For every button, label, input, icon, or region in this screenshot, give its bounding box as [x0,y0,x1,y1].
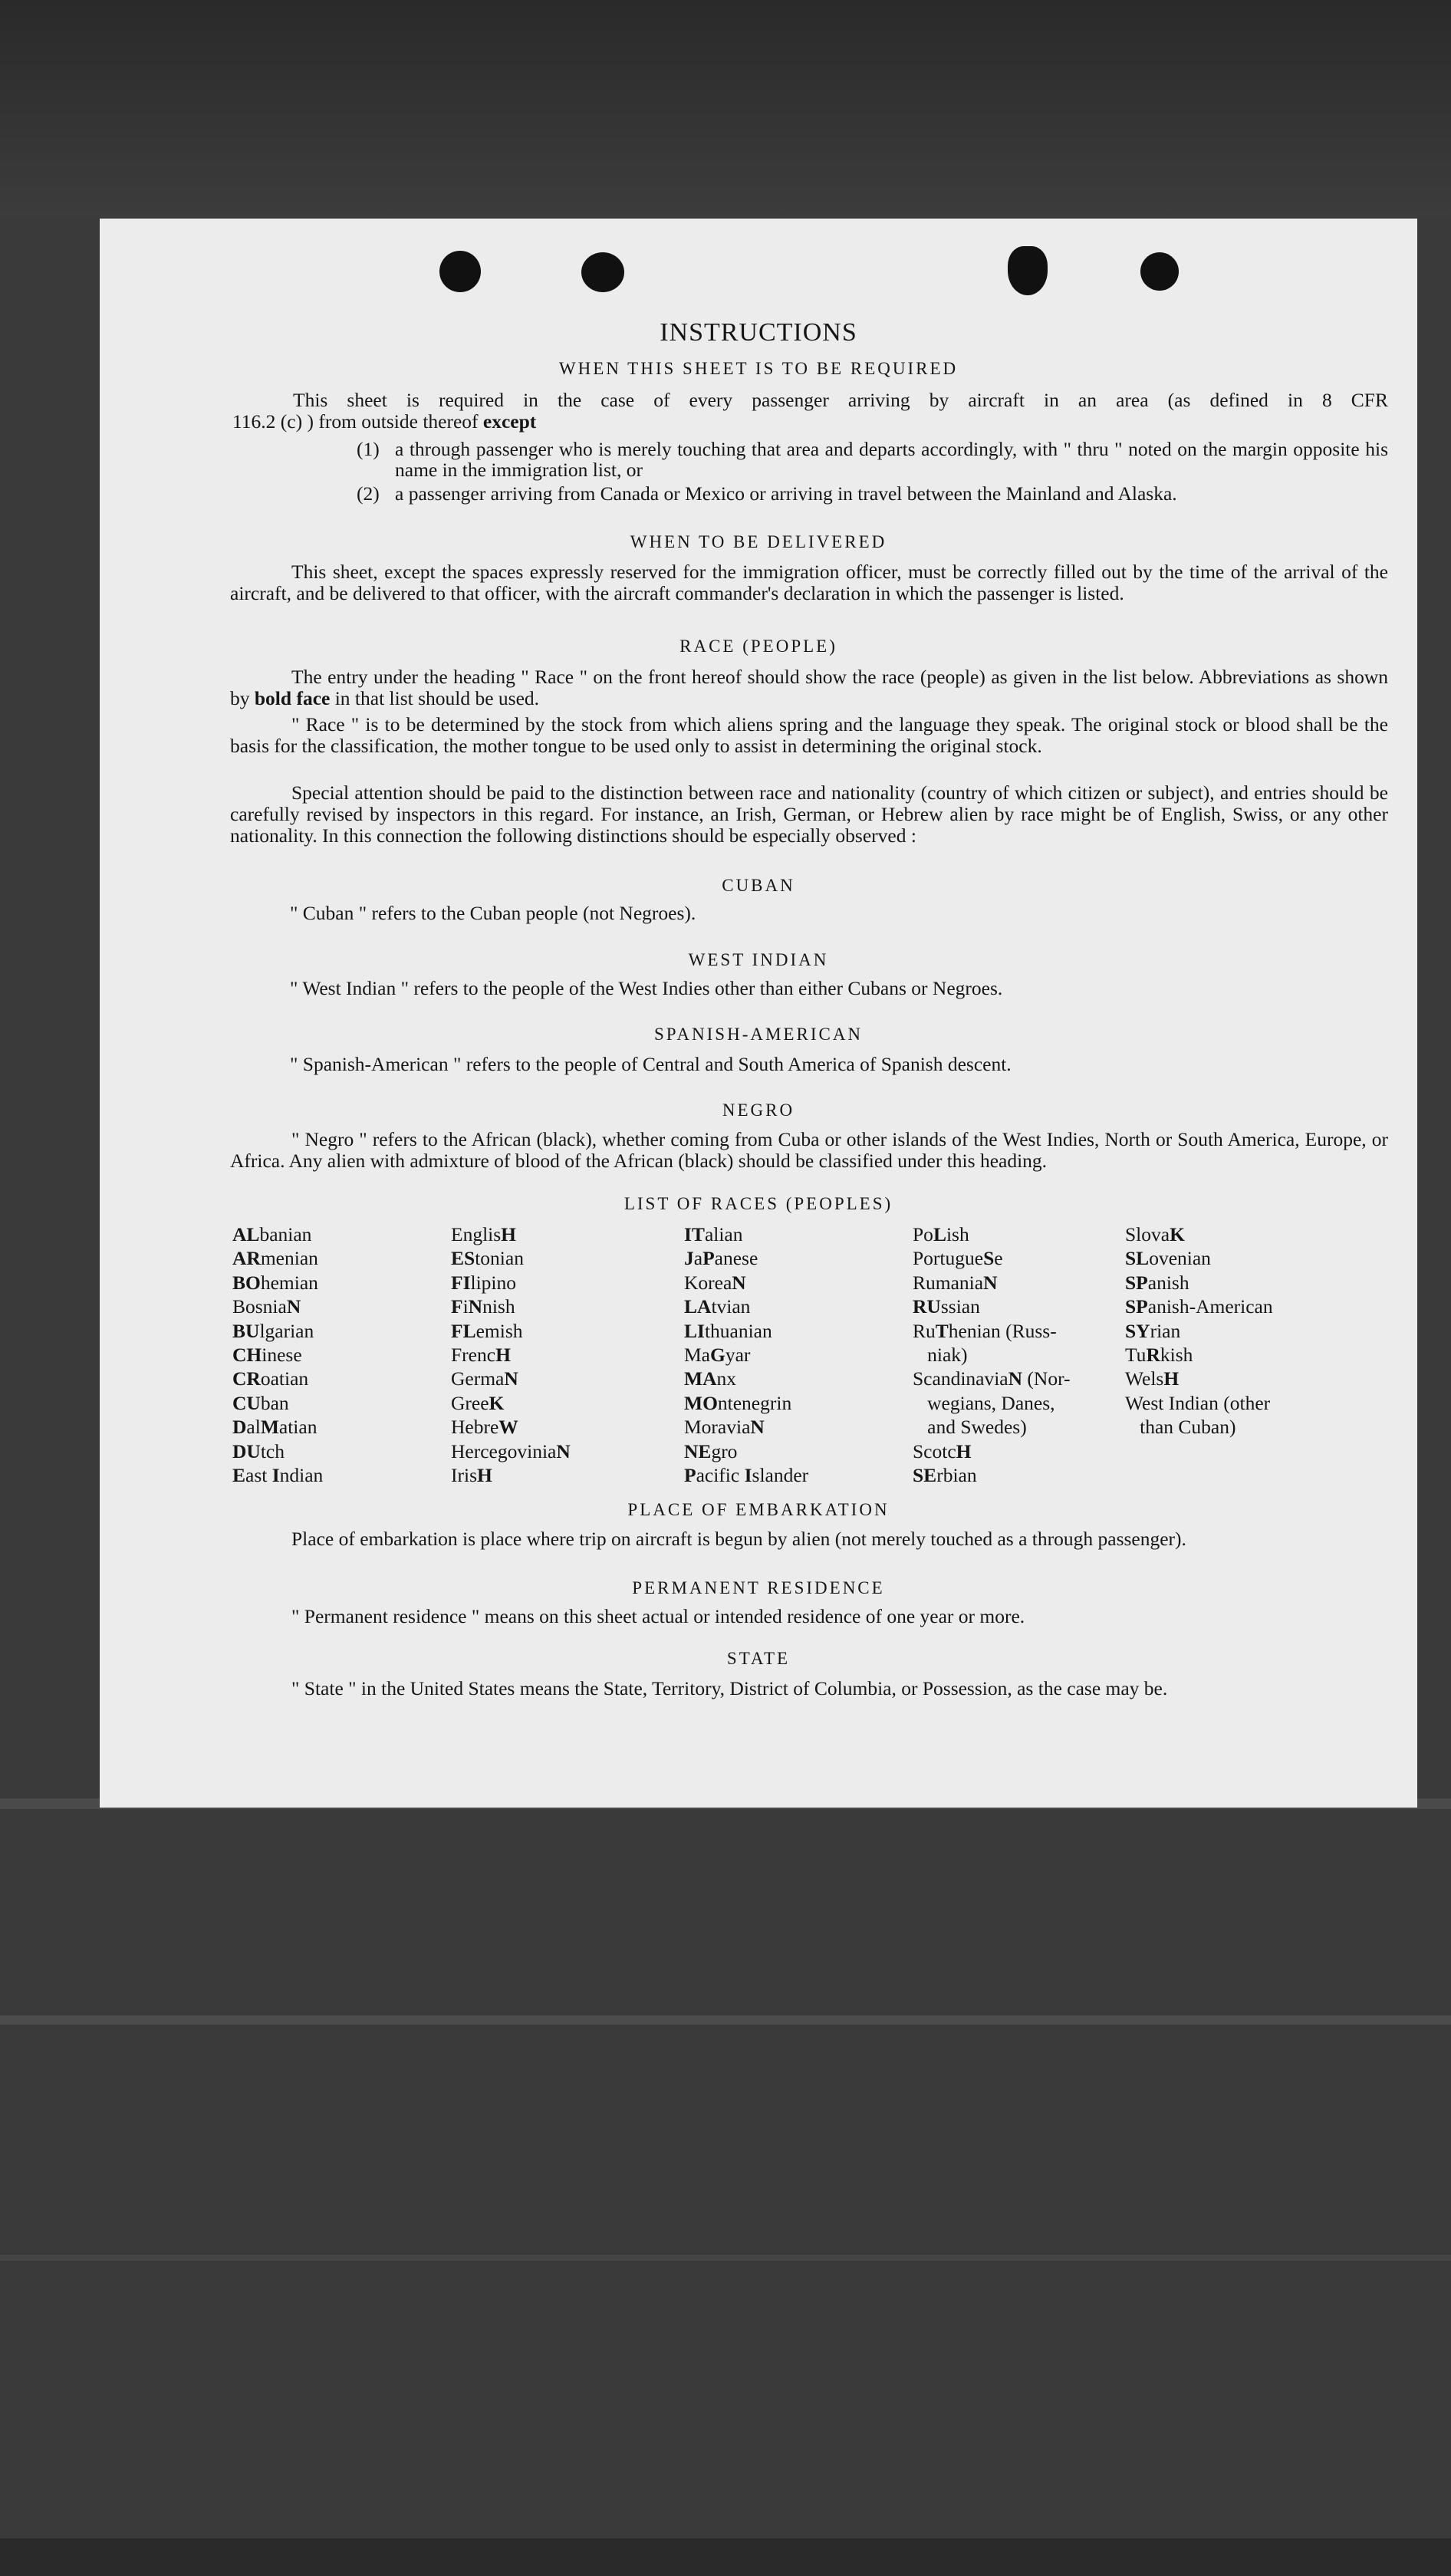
abbreviation: H [1163,1367,1180,1390]
race-list-item [232,1367,323,1390]
list-text: a through passenger who is merely touching that area and departs accordingly, with " thru " noted on the margin opposite his name in the immigration list, or [395,438,1388,481]
race-list-item [684,1246,808,1270]
abbreviation: E [232,1464,246,1487]
race-name-part: emish [475,1319,523,1342]
race-name-part: e [994,1247,1003,1270]
race-list-item [913,1391,1071,1415]
abbreviation: BO [232,1271,261,1294]
race-name-part: lgarian [259,1319,314,1342]
race-name-part: Gree [451,1391,489,1414]
race-list-item [684,1463,808,1487]
abbreviation: N [286,1295,301,1318]
race-name-part: nish [482,1295,515,1318]
race-list-item [684,1415,808,1439]
race-name-part: anish [1147,1271,1189,1294]
scan-background-top [0,0,1451,219]
race-list-item [232,1391,323,1415]
abbreviation: W [498,1416,518,1439]
race-list-item [232,1463,323,1487]
race-list-item [913,1295,1071,1318]
abbreviation: DU [232,1439,261,1462]
section-heading: CUBAN [722,876,795,895]
race-list-column [913,1222,1071,1487]
race-list-item [451,1391,571,1415]
body-text: " West Indian " refers to the people of the West Indies other than either Cubans or Negroes. [290,977,1003,999]
abbreviation: I [744,1464,752,1487]
race-name-part: and Swedes) [913,1416,1027,1439]
race-name-part: kish [1160,1344,1193,1367]
race-name-part: acific [696,1464,745,1487]
race-list-item [232,1415,323,1439]
body-text: " Permanent residence " means on this sheet actual or intended residence of one year or more. [291,1605,1025,1627]
race-name-part: than Cuban) [1125,1416,1236,1439]
abbreviation: RU [913,1295,941,1318]
abbreviation: H [495,1344,511,1367]
race-name-part: Slova [1125,1223,1170,1245]
list-text: a passenger arriving from Canada or Mexico or arriving in travel between the Mainland and Alaska. [395,482,1177,505]
race-name-part: Tu [1125,1344,1147,1367]
race-list-item [232,1319,323,1343]
body-text: in that list should be used. [330,687,540,709]
race-list-column [1125,1222,1273,1439]
abbreviation: I [271,1464,280,1487]
race-list-item [1125,1367,1273,1390]
race-name-part: thuanian [704,1319,772,1342]
body-text: This sheet, except the spaces expressly reserved for the immigration officer, must be correctly filled out by the time of the arrival of the aircraft, and be delivered to that officer, with the aircraft commander's declaration in which the passenger is listed. [230,561,1388,604]
list-number: (1) [357,438,380,460]
race-name-part: banian [259,1223,312,1245]
section-heading: WHEN TO BE DELIVERED [630,532,887,551]
race-list-item [684,1367,808,1390]
race-list-item [913,1271,1071,1295]
punch-hole [1008,246,1048,295]
emphasis: bold face [254,687,331,709]
abbreviation: M [260,1416,279,1439]
body-text: " Race " is to be determined by the stock from which aliens spring and the language they speak. The original stock or blood shall be the basis for the classification, the mother tongue to be used only to assist in determining the original stock. [230,713,1388,757]
race-list-column [232,1222,323,1487]
race-list-item [232,1343,323,1367]
race-name-part: rian [1150,1319,1181,1342]
race-name-part: Englis [451,1223,502,1245]
race-name-part: Portugue [913,1247,984,1270]
race-list-item [451,1271,571,1295]
race-list-item [451,1343,571,1367]
race-name-part: yar [725,1344,751,1367]
race-list-item [913,1222,1071,1246]
page-title: INSTRUCTIONS [660,318,857,347]
race-list-item [684,1319,808,1343]
race-name-part: oatian [260,1367,309,1390]
race-name-part: slander [752,1464,809,1487]
race-list-item [1125,1222,1273,1246]
race-name-part: tonian [475,1247,524,1270]
race-name-part: Ma [684,1344,710,1367]
race-list-item [1125,1391,1273,1415]
race-name-part: anese [714,1247,758,1270]
punch-hole [581,252,624,292]
race-name-part: a [693,1247,703,1270]
race-list-item [451,1367,571,1390]
race-list-column [684,1222,808,1487]
race-name-part: lipino [470,1271,517,1294]
abbreviation: N [732,1271,746,1294]
race-name-part: niak) [913,1344,968,1367]
body-text: " State " in the United States means the State, Territory, District of Columbia, or Possession, as the case may be. [291,1677,1168,1699]
race-list-column [451,1222,571,1487]
abbreviation: IT [684,1223,705,1245]
abbreviation: CH [232,1344,262,1367]
body-text: Place of embarkation is place where trip on aircraft is begun by alien (not merely touched as a through passenger). [291,1528,1186,1550]
abbreviation: H [501,1223,517,1245]
race-name-part: Wels [1125,1367,1164,1390]
abbreviation: N [750,1416,765,1439]
body-text [230,666,1388,709]
abbreviation: N [556,1439,571,1462]
abbreviation: SP [1125,1295,1148,1318]
race-list-item [451,1319,571,1343]
section-heading: PERMANENT RESIDENCE [632,1578,885,1597]
race-name-part: Ru [913,1319,936,1342]
race-list-item [1125,1343,1273,1367]
race-name-part: nx [716,1367,736,1390]
race-name-part: hemian [260,1271,318,1294]
race-name-part: ast [245,1464,272,1487]
race-list-item [232,1271,323,1295]
race-list-item [451,1415,571,1439]
list-item [357,483,1388,526]
scan-background-bottom [0,2538,1451,2576]
race-name-part: tvian [711,1295,751,1318]
abbreviation: N [1008,1367,1023,1390]
race-name-part: Korea [684,1271,732,1294]
race-list-item [232,1222,323,1246]
abbreviation: MO [684,1391,718,1414]
abbreviation: MA [684,1367,717,1390]
race-name-part: ban [260,1391,289,1414]
abbreviation: LA [684,1295,712,1318]
race-name-part: Scotc [913,1439,956,1462]
punch-hole [439,251,481,292]
section-heading: SPANISH-AMERICAN [653,1025,864,1044]
race-list-item [684,1439,808,1463]
abbreviation: FI [451,1271,471,1294]
race-name-part: anish-American [1147,1295,1273,1318]
body-text: This sheet is required in the case of every passenger arriving by aircraft in an area (as defined in 8 CFR [293,389,1388,411]
race-list-item [1125,1295,1273,1318]
abbreviation: SP [1125,1271,1148,1294]
race-list-item [1125,1319,1273,1343]
race-name-part: Po [913,1223,933,1245]
race-name-part: alian [704,1223,743,1245]
scan-band [0,2015,1451,2025]
race-name-part: inese [262,1344,302,1367]
race-list-item [232,1439,323,1463]
race-list-item [232,1295,323,1318]
abbreviation: F [451,1295,463,1318]
race-name-part: West Indian (other [1125,1391,1271,1414]
race-name-part: Frenc [451,1344,496,1367]
abbreviation: AL [232,1223,260,1245]
body-text: The entry under the heading " Race " on the front hereof should show the race (people) as given in the list below. Abbreviations as shown by [230,666,1388,709]
abbreviation: N [983,1271,998,1294]
race-name-part: Rumania [913,1271,984,1294]
abbreviation: CR [232,1367,261,1390]
emphasis: except [482,410,537,433]
list-number: (2) [357,482,380,505]
abbreviation: H [477,1464,492,1487]
section-heading: NEGRO [722,1100,795,1120]
race-name-part: henian (Russ- [948,1319,1057,1342]
abbreviation: SL [1125,1247,1150,1270]
race-list-item [684,1271,808,1295]
list-item [357,439,1388,482]
abbreviation: NE [684,1439,712,1462]
race-name-part: Bosnia [232,1295,287,1318]
race-name-part: al [246,1416,261,1439]
race-name-part: i [462,1295,469,1318]
race-name-part: Scandinavia [913,1367,1008,1390]
body-text [232,411,536,433]
race-list-item [451,1222,571,1246]
section-heading: WEST INDIAN [688,950,829,969]
abbreviation: T [935,1319,949,1342]
section-heading: LIST OF RACES (PEOPLES) [624,1194,893,1213]
body-text: Special attention should be paid to the distinction between race and nationality (country of which citizen or subject), and entries should be carefully revised by inspectors in this regard. For instance, an Irish, German, or Hebrew alien by race might be of English, Swiss, or any other nationality. In this connection the following distinctions should be especially observed : [230,781,1388,847]
abbreviation: AR [232,1247,261,1270]
race-list-item [913,1463,1071,1487]
abbreviation: D [232,1416,247,1439]
race-list-item [913,1367,1071,1390]
abbreviation: R [1146,1344,1160,1367]
abbreviation: LI [684,1319,705,1342]
abbreviation: G [710,1344,726,1367]
race-list-item [684,1391,808,1415]
race-name-part: menian [260,1247,318,1270]
section-heading: STATE [726,1649,791,1668]
race-name-part: ovenian [1149,1247,1211,1270]
abbreviation: BU [232,1319,260,1342]
abbreviation: J [684,1247,694,1270]
abbreviation: CU [232,1391,261,1414]
race-list-item [913,1343,1071,1367]
race-list-item [684,1343,808,1367]
body-text: " Negro " refers to the African (black), whether coming from Cuba or other islands of the West Indies, North or South America, Europe, or Africa. Any alien with admixture of blood of the African (black) should be classified under this heading. [230,1128,1388,1172]
race-name-part: Hebre [451,1416,499,1439]
body-text: 116.2 (c) ) from outside thereof [232,410,483,433]
abbreviation: N [504,1367,518,1390]
race-list-item [451,1295,571,1318]
race-name-part: atian [278,1416,318,1439]
race-list-item [1125,1271,1273,1295]
abbreviation: K [1170,1223,1185,1245]
abbreviation: ES [451,1247,475,1270]
race-list-item [232,1246,323,1270]
abbreviation: P [702,1247,715,1270]
race-list-item [451,1463,571,1487]
abbreviation: H [956,1439,972,1462]
race-list-item [913,1319,1071,1343]
race-name-part: wegians, Danes, [913,1391,1055,1414]
punch-hole [1140,252,1179,291]
abbreviation: K [489,1391,505,1414]
abbreviation: P [684,1464,696,1487]
race-list-item [913,1439,1071,1463]
race-list-item [684,1222,808,1246]
abbreviation: S [983,1247,995,1270]
race-name-part: tch [260,1439,285,1462]
body-text: " Cuban " refers to the Cuban people (not Negroes). [290,902,696,924]
race-name-part: ssian [940,1295,980,1318]
race-list-item [1125,1415,1273,1439]
race-list-item [913,1415,1071,1439]
abbreviation: FL [451,1319,476,1342]
race-name-part: (Nor- [1022,1367,1071,1390]
race-list-item [1125,1246,1273,1270]
race-name-part: rbian [936,1464,977,1487]
race-list-item [684,1295,808,1318]
section-heading: PLACE OF EMBARKATION [627,1500,890,1519]
race-name-part: Germa [451,1367,505,1390]
scan-band [0,2255,1451,2261]
abbreviation: N [468,1295,483,1318]
abbreviation: SY [1125,1319,1150,1342]
race-name-part: Iris [451,1464,477,1487]
race-name-part: ntenegrin [717,1391,792,1414]
body-text: " Spanish-American " refers to the people of Central and South America of Spanish descent. [290,1053,1012,1075]
race-list-item [913,1246,1071,1270]
race-name-part: Moravia [684,1416,751,1439]
race-list-item [451,1246,571,1270]
section-heading: RACE (PEOPLE) [679,637,837,656]
race-name-part: gro [711,1439,738,1462]
race-name-part: Hercegovinia [451,1439,557,1462]
race-name-part: ish [946,1223,969,1245]
document-sheet [100,219,1417,1808]
section-heading: WHEN THIS SHEET IS TO BE REQUIRED [558,359,959,378]
race-list-item [451,1439,571,1463]
race-name-part: ndian [279,1464,324,1487]
abbreviation: L [933,1223,946,1245]
abbreviation: SE [913,1464,937,1487]
